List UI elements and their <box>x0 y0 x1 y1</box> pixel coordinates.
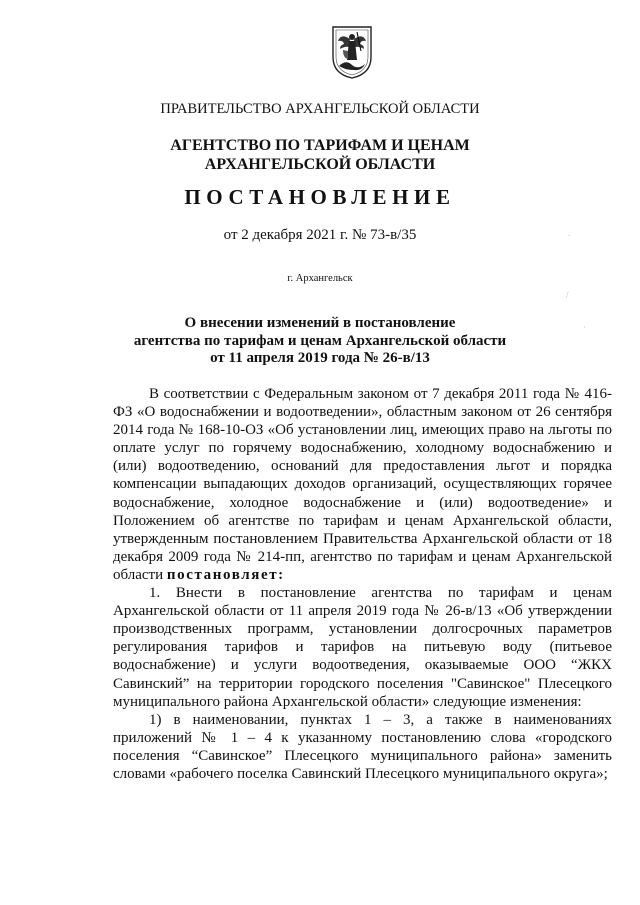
subject-line3: от 11 апреля 2019 года № 26-в/13 <box>210 350 430 366</box>
agency-name-line2: АРХАНГЕЛЬСКОЙ ОБЛАСТИ <box>204 156 436 173</box>
scan-mark: / <box>566 290 569 300</box>
document-type: ПОСТАНОВЛЕНИЕ <box>184 185 456 209</box>
scan-mark: . <box>568 228 571 238</box>
subject-line2: агентства по тарифам и ценам Архангельской области <box>133 332 507 349</box>
document-subject <box>0 315 640 368</box>
subject-line1: О внесении изменений в постановление <box>184 315 456 331</box>
preamble-paragraph <box>113 385 612 584</box>
document-city: г. Архангельск <box>287 273 353 284</box>
coat-of-arms-emblem <box>330 24 374 80</box>
document-date-number: от 2 декабря 2021 г. № 73-в/35 <box>223 227 417 243</box>
resolves-keyword: постановляет: <box>166 566 285 583</box>
government-name: ПРАВИТЕЛЬСТВО АРХАНГЕЛЬСКОЙ ОБЛАСТИ <box>160 101 480 117</box>
item-1-paragraph: 1. Внести в постановление агентства по тарифам и ценам Архангельской области от 11 апреля 2019 года № 26-в/13 «Об утверждении производственных программ, установлении долгосрочных параметров регулирования тарифов и тарифов на питьевую воду (питьевое водоснабжение) и услуги водоотведения, оказываемые ООО “ЖКХ Савинский” на территории городского поселения "Савинское" Плесецкого муниципального района Архангельской области» следующие изменения: <box>113 585 612 710</box>
agency-name <box>0 136 640 174</box>
preamble-text: В соответствии с Федеральным законом от 7 декабря 2011 года № 416-ФЗ «О водоснабжении и водоотведении», областным законом от 26 сентября 2014 года № 168-10-ОЗ «Об установлении лиц, имеющих право на льготы по оплате услуг по горячему водоснабжению, холодному водоснабжению и (или) водоотведению, оснований для предоставления льгот и порядка компенсации выпадающих доходов организаций, осуществляющих горячее водоснабжение, холодное водоснабжение и (или) водоотведение» и Положением об агентстве по тарифам и ценам Архангельской области, утвержденным постановлением Правительства Архангельской области от 18 декабря 2009 года № 214-пп, агентство по тарифам и ценам Архангельской области <box>113 386 612 583</box>
scan-mark: · <box>583 322 586 332</box>
agency-name-line1: АГЕНТСТВО ПО ТАРИФАМ И ЦЕНАМ <box>170 137 470 154</box>
item-1-1-paragraph: 1) в наименовании, пунктах 1 – 3, а также в наименованиях приложений № 1 – 4 к указанному постановлению слова «городского поселения “Савинское” Плесецкого муниципального района» заменить словами «рабочего поселка Савинский Плесецкого муниципального округа»; <box>113 711 612 782</box>
document-body <box>113 385 612 783</box>
